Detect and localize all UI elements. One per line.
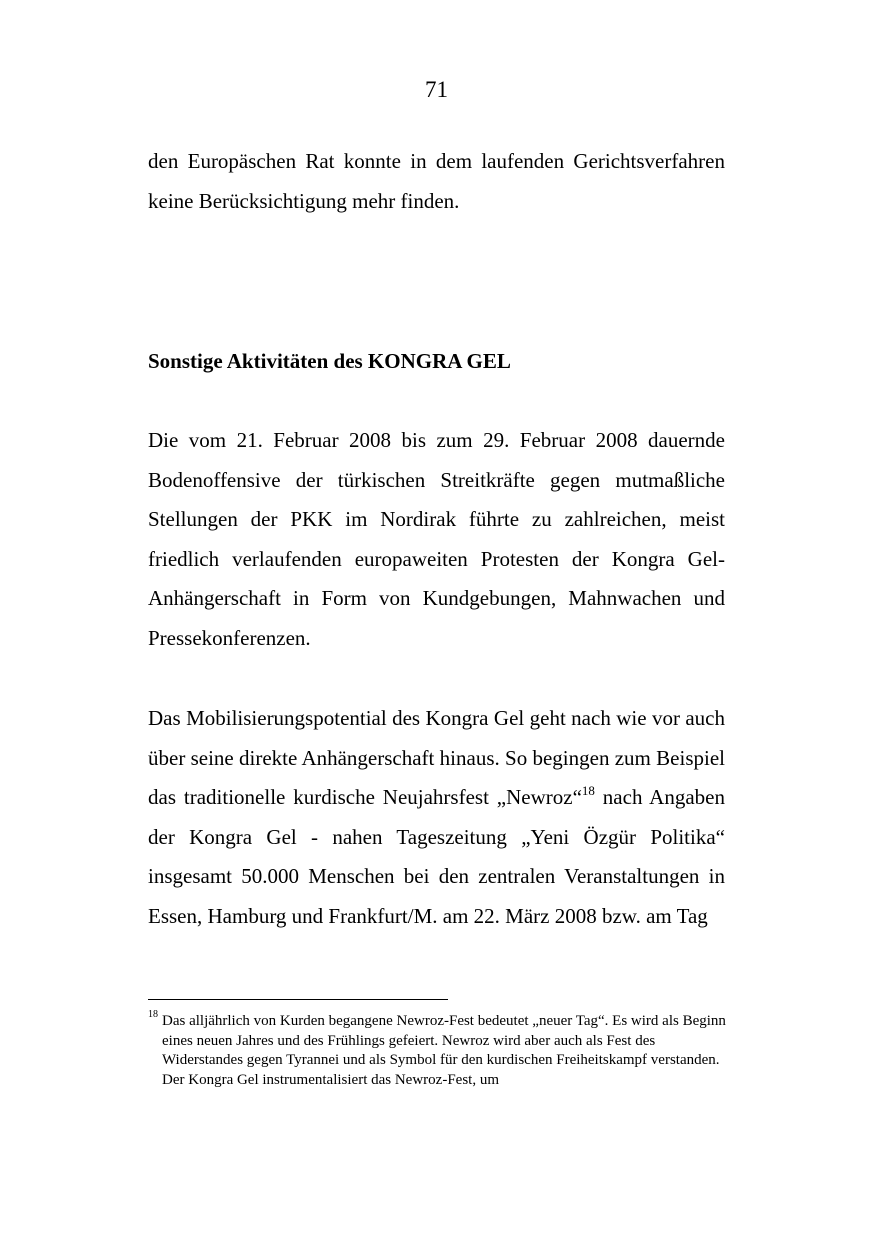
paragraph-2-text-before: Das Mobilisierungspotential des Kongra Gel geht nach wie vor auch über seine direkte Anhängerschaft hinaus. So begingen zum Beispiel das traditionelle kurdische Neujahrsfest „Newroz“	[148, 706, 725, 810]
intro-paragraph: den Europäschen Rat konnte in dem laufenden Gerichtsverfahren keine Berücksichtigung mehr finden.	[148, 149, 725, 213]
footnote-text: Das alljährlich von Kurden begangene Newroz-Fest bedeutet „neuer Tag“. Es wird als Beginn eines neuen Jahres und des Frühlings gefeiert. Newroz wird aber auch als Fest des Widerstandes gegen Tyrannei und als Symbol für den kurdischen Freiheitskampf verstanden. Der Kongra Gel instrumentalisiert das Newroz-Fest, um	[162, 1013, 726, 1088]
paragraph-2-block	[148, 699, 725, 937]
paragraph-2	[148, 699, 725, 937]
footnote	[148, 1009, 728, 1090]
paragraph-1: Die vom 21. Februar 2008 bis zum 29. Februar 2008 dauernde Bodenoffensive der türkischen Streitkräfte gegen mutmaßliche Stellungen der PKK im Nordirak führte zu zahlreichen, meist friedlich verlaufenden europaweiten Protesten der Kongra Gel-Anhängerschaft in Form von Kundgebungen, Mahnwachen und Pressekonferenzen.	[148, 428, 725, 650]
paragraph-2-text-after: nach Angaben der Kongra Gel - nahen Tageszeitung „Yeni Özgür Politika“ insgesamt 50.000 Menschen bei den zentralen Veranstaltungen in Essen, Hamburg und Frankfurt/M. am 22. März 2008 bzw. am Tag	[148, 785, 725, 928]
section-heading: Sonstige Aktivitäten des KONGRA GEL	[148, 349, 511, 373]
page-number: 71	[425, 77, 448, 102]
paragraph-1-block	[148, 421, 725, 659]
section-heading-block	[148, 346, 725, 376]
footnote-separator	[148, 999, 448, 1000]
intro-paragraph-block	[148, 142, 725, 221]
footnote-reference[interactable]: 18	[581, 783, 595, 799]
footnote-number: 18	[148, 1009, 158, 1020]
